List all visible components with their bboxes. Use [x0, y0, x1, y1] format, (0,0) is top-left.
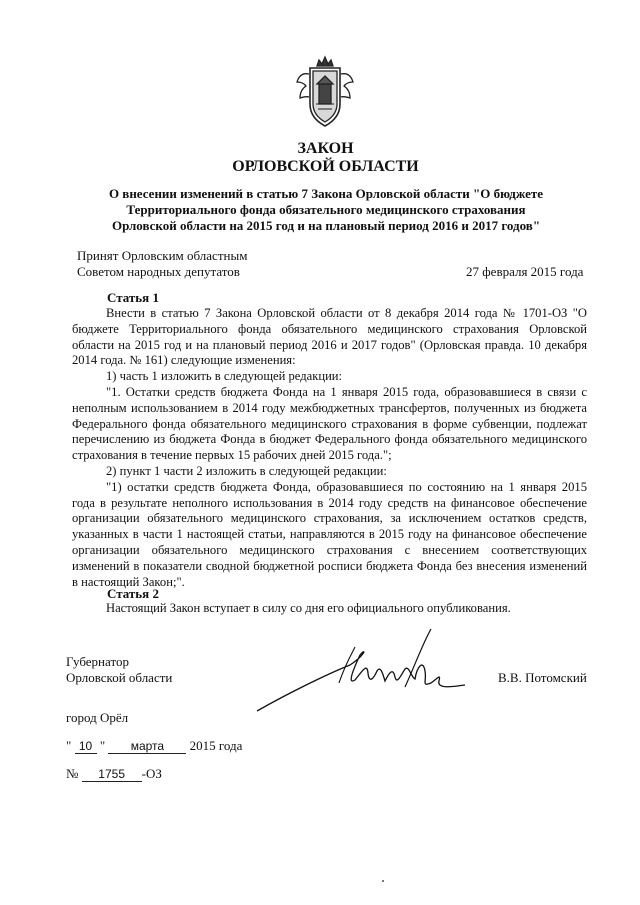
date-month: марта — [108, 740, 186, 754]
date-year: 2015 года — [189, 738, 243, 753]
date-quote-open: " — [66, 738, 72, 753]
article-2-body — [72, 601, 587, 617]
title-line-2: ОРЛОВСКОЙ ОБЛАСТИ — [232, 158, 419, 175]
article-1-item-1-text: "1. Остатки средств бюджета Фонда на 1 января 2015 года, образовавшиеся в связи с неполным использованием в 2014 году межбюджетных трансфертов, полученных из бюджета Федерального фонда обязательного медицинского страхования в форме субвенции, подлежат перечислению из бюджета Фонда в бюджет Федерального фонда обязательного медицинского страхования в течение первых 15 рабочих дней 2015 года."; — [72, 384, 587, 463]
subtitle-line-1: О внесении изменений в статью 7 Закона Орловской области "О бюджете — [108, 186, 544, 201]
title-line-1: ЗАКОН — [297, 140, 354, 157]
law-subtitle — [96, 186, 556, 234]
article-1-heading: Статья 1 — [107, 290, 159, 305]
date-day: 10 — [75, 740, 97, 754]
adoption-date: 27 февраля 2015 года — [466, 264, 584, 279]
date-quote-close: " — [99, 738, 106, 753]
handwritten-signature — [255, 625, 470, 715]
number-prefix: № — [66, 766, 79, 781]
signatory-title-line-2: Орловской области — [66, 670, 173, 685]
subtitle-line-2: Территориального фонда обязательного медицинского страхования — [126, 202, 526, 217]
adoption-line-2: Советом народных депутатов — [77, 264, 240, 279]
adoption-line-1: Принят Орловским областным — [77, 248, 248, 263]
signing-date — [66, 738, 242, 754]
article-1-intro: Внести в статью 7 Закона Орловской области от 8 декабря 2014 года № 1701-ОЗ "О бюджете Территориального фонда обязательного медицинского страхования Орловской области на 2015 год и на плановый период 2016 и 2017 годов" (Орловская правда. 10 декабря 2014 года. № 161) следующие изменения: — [72, 306, 587, 368]
adoption-info — [77, 248, 247, 280]
number-value: 1755 — [82, 768, 142, 782]
signatory-name: В.В. Потомский — [498, 670, 587, 685]
article-1-item-2-label: 2) пункт 1 части 2 изложить в следующей редакции: — [106, 463, 387, 478]
subtitle-line-3: Орловской области на 2015 год и на плановый период 2016 и 2017 годов" — [111, 218, 541, 233]
article-2-text: Настоящий Закон вступает в силу со дня его официального опубликования. — [106, 601, 511, 615]
coat-of-arms-icon — [296, 54, 354, 130]
article-1-item-2-text: "1) остатки средств бюджета Фонда, образовавшиеся по состоянию на 1 января 2015 года в результате неполного использования в 2014 году средств на финансовое обеспечение организации обязательного медицинского страхования, за исключением остатков средств, указанных в части 1 настоящей статьи, направляются в 2015 году на финансовое обеспечение организации обязательного медицинского страхования с внесением соответствующих изменений в показатели сводной бюджетной росписи бюджета Фонда без внесения изменений в настоящий Закон;". — [72, 479, 587, 589]
place-of-signing: город Орёл — [66, 710, 129, 725]
law-title — [0, 140, 640, 176]
signatory-title-line-1: Губернатор — [66, 654, 129, 669]
article-1-body — [72, 306, 587, 590]
article-2-heading: Статья 2 — [107, 586, 159, 601]
scan-speck — [382, 880, 384, 882]
number-suffix: -ОЗ — [141, 766, 162, 781]
signatory-title — [66, 654, 172, 686]
article-1-item-1-label: 1) часть 1 изложить в следующей редакции: — [106, 369, 343, 384]
law-number — [66, 766, 162, 782]
